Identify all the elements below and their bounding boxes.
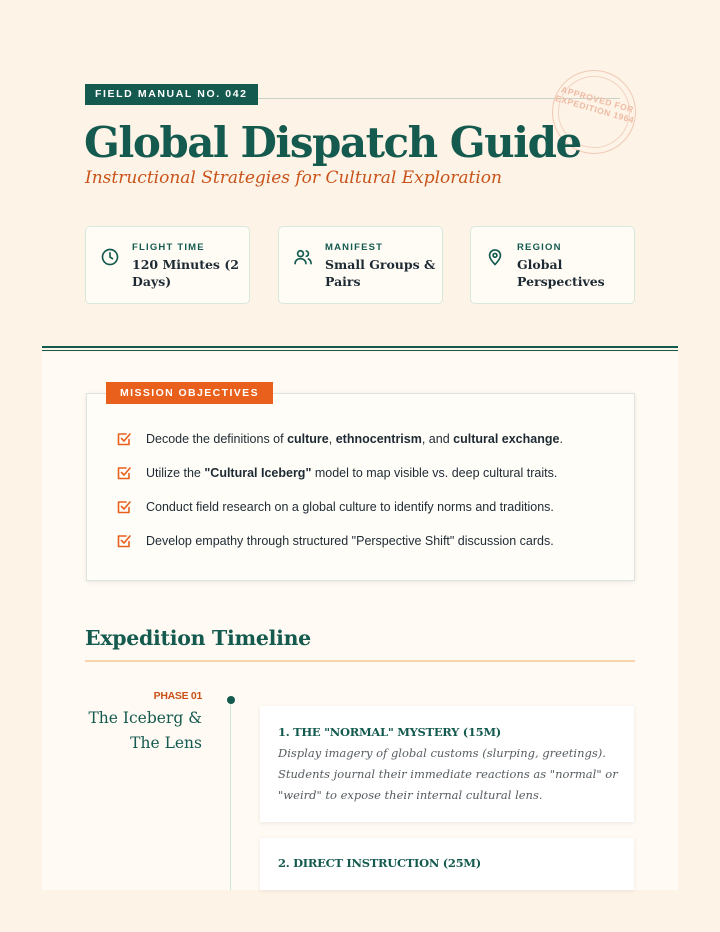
- card-value: Small Groups & Pairs: [325, 257, 436, 289]
- page-subtitle: Instructional Strategies for Cultural Exploration: [85, 168, 502, 188]
- objective-text: Develop empathy through structured "Perspective Shift" discussion cards.: [146, 534, 554, 548]
- step-title: 2. DIRECT INSTRUCTION (25M): [278, 856, 481, 870]
- info-card-region: [470, 226, 635, 304]
- step-title: 1. THE "NORMAL" MYSTERY (15M): [278, 725, 501, 739]
- clock-icon: [100, 247, 120, 267]
- card-value: 120 Minutes (2 Days): [132, 257, 239, 289]
- objective-item: [116, 497, 554, 517]
- section-divider-thin: [42, 350, 678, 351]
- timeline-line: [230, 700, 231, 890]
- objective-text: Decode the definitions of culture, ethnocentrism, and cultural exchange.: [146, 432, 563, 446]
- timeline-rule: [85, 660, 635, 662]
- card-label: REGION: [517, 242, 562, 253]
- objective-item: [116, 429, 563, 449]
- mission-objectives-tag: MISSION OBJECTIVES: [106, 382, 273, 404]
- info-card-flight-time: [85, 226, 250, 304]
- phase-number: PHASE 01: [153, 690, 202, 702]
- objective-text: Utilize the "Cultural Iceberg" model to map visible vs. deep cultural traits.: [146, 466, 558, 480]
- info-card-manifest: [278, 226, 443, 304]
- checkbox-checked-icon: [116, 431, 132, 447]
- users-icon: [293, 247, 313, 267]
- timeline-step: [260, 838, 634, 890]
- step-description: Display imagery of global customs (slurping, greetings). Students journal their immediate reactions as "normal" or "weird" to expose their internal cultural lens.: [278, 746, 618, 802]
- objective-text: Conduct field research on a global culture to identify norms and traditions.: [146, 500, 554, 514]
- field-manual-badge: FIELD MANUAL NO. 042: [85, 84, 258, 105]
- section-divider: [42, 346, 678, 348]
- card-label: FLIGHT TIME: [132, 242, 205, 253]
- checkbox-checked-icon: [116, 465, 132, 481]
- checkbox-checked-icon: [116, 533, 132, 549]
- stamp-text: APPROVED FOR EXPEDITION 1964: [554, 84, 636, 126]
- timeline-step: [260, 706, 634, 822]
- card-value: Global Perspectives: [517, 257, 605, 289]
- objective-item: [116, 463, 557, 483]
- page-title: Global Dispatch Guide: [84, 118, 581, 167]
- objective-item: [116, 531, 554, 551]
- map-pin-icon: [485, 247, 505, 267]
- checkbox-checked-icon: [116, 499, 132, 515]
- timeline-dot: [227, 696, 235, 704]
- phase-name: The Iceberg & The Lens: [88, 709, 202, 752]
- timeline-title: Expedition Timeline: [85, 626, 311, 650]
- mission-objectives-box: [86, 393, 635, 581]
- card-label: MANIFEST: [325, 242, 384, 253]
